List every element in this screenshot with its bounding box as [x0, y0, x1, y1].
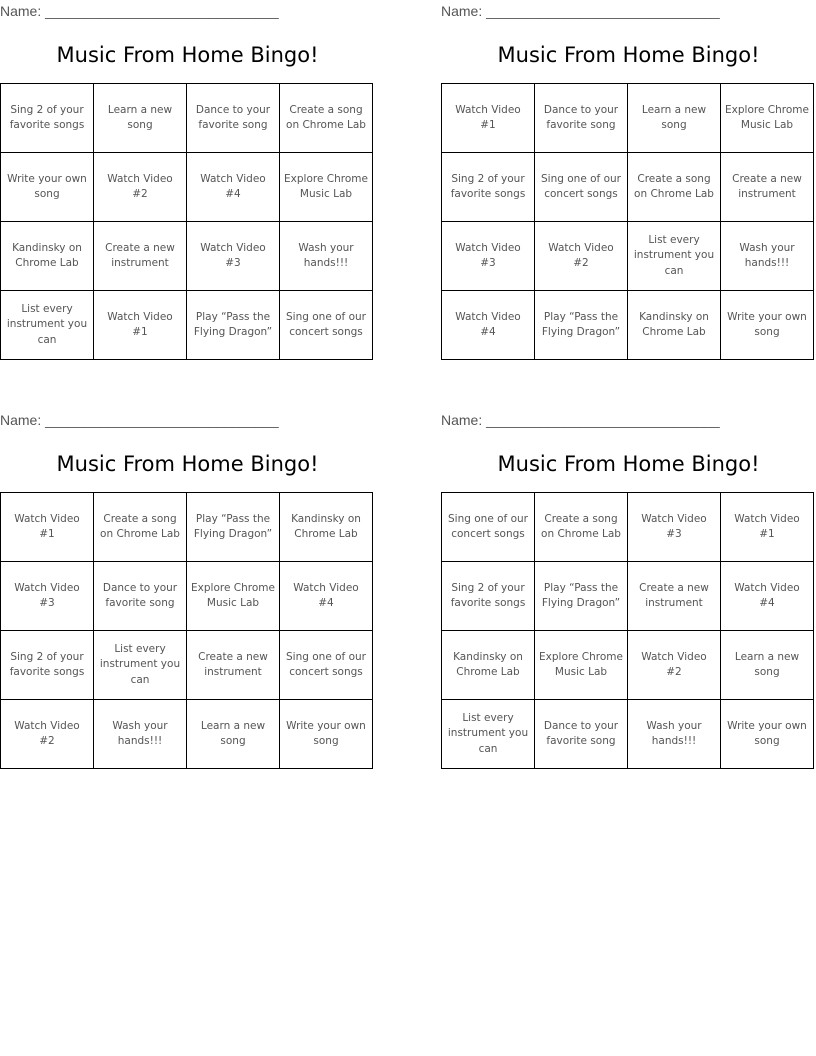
grid-row	[442, 493, 814, 562]
bingo-cell: Watch Video #3	[442, 222, 535, 291]
bingo-cell: List every instrument you can	[1, 291, 94, 360]
bingo-cell: Dance to your favorite song	[94, 562, 187, 631]
bingo-cell: Watch Video #2	[628, 631, 721, 700]
name-field-label: Name: ______________________________	[441, 3, 720, 19]
bingo-cell: Explore Chrome Music Lab	[280, 153, 373, 222]
bingo-card-3	[0, 409, 375, 779]
bingo-cell: Create a new instrument	[94, 222, 187, 291]
grid-row	[1, 153, 373, 222]
bingo-cell: Watch Video #2	[1, 700, 94, 769]
bingo-cell: Watch Video #3	[187, 222, 280, 291]
bingo-cell: Explore Chrome Music Lab	[187, 562, 280, 631]
bingo-cell: Play “Pass the Flying Dragon”	[535, 291, 628, 360]
card-title: Music From Home Bingo!	[56, 43, 319, 67]
name-field-label: Name: ______________________________	[0, 3, 279, 19]
grid-row	[1, 84, 373, 153]
bingo-cell: Watch Video #1	[94, 291, 187, 360]
bingo-cell: Watch Video #1	[1, 493, 94, 562]
name-field-label: Name: ______________________________	[441, 412, 720, 428]
bingo-cell: Play “Pass the Flying Dragon”	[187, 493, 280, 562]
grid-row	[442, 222, 814, 291]
bingo-cell: Sing one of our concert songs	[535, 153, 628, 222]
bingo-cell: Sing 2 of your favorite songs	[442, 562, 535, 631]
grid-row	[442, 291, 814, 360]
bingo-cell: Wash your hands!!!	[94, 700, 187, 769]
bingo-cell: Kandinsky on Chrome Lab	[1, 222, 94, 291]
grid-row	[1, 291, 373, 360]
bingo-cell: Create a new instrument	[628, 562, 721, 631]
bingo-cell: Watch Video #4	[442, 291, 535, 360]
bingo-cell: Play “Pass the Flying Dragon”	[535, 562, 628, 631]
bingo-cell: Dance to your favorite song	[535, 700, 628, 769]
bingo-cell: Write your own song	[1, 153, 94, 222]
bingo-cell: Create a song on Chrome Lab	[535, 493, 628, 562]
bingo-cell: Watch Video #1	[721, 493, 814, 562]
bingo-cell: Dance to your favorite song	[187, 84, 280, 153]
bingo-cell: Kandinsky on Chrome Lab	[280, 493, 373, 562]
bingo-cell: Watch Video #2	[94, 153, 187, 222]
bingo-cell: Dance to your favorite song	[535, 84, 628, 153]
bingo-cell: Explore Chrome Music Lab	[721, 84, 814, 153]
bingo-grid	[441, 492, 814, 769]
bingo-cell: List every instrument you can	[94, 631, 187, 700]
grid-row	[1, 222, 373, 291]
card-title: Music From Home Bingo!	[56, 452, 319, 476]
bingo-cell: Learn a new song	[721, 631, 814, 700]
bingo-card-2	[441, 0, 816, 370]
bingo-cell: Watch Video #4	[721, 562, 814, 631]
card-title: Music From Home Bingo!	[497, 452, 760, 476]
grid-row	[442, 153, 814, 222]
bingo-cell: Wash your hands!!!	[280, 222, 373, 291]
bingo-cell: Learn a new song	[628, 84, 721, 153]
bingo-cell: Watch Video #4	[280, 562, 373, 631]
bingo-cell: List every instrument you can	[442, 700, 535, 769]
bingo-cell: List every instrument you can	[628, 222, 721, 291]
grid-row	[442, 631, 814, 700]
bingo-cell: Play “Pass the Flying Dragon”	[187, 291, 280, 360]
grid-row	[442, 562, 814, 631]
bingo-cell: Learn a new song	[94, 84, 187, 153]
grid-row	[1, 700, 373, 769]
bingo-cell: Sing 2 of your favorite songs	[1, 631, 94, 700]
grid-row	[1, 631, 373, 700]
bingo-grid	[0, 83, 373, 360]
bingo-cell: Kandinsky on Chrome Lab	[628, 291, 721, 360]
bingo-cell: Create a song on Chrome Lab	[628, 153, 721, 222]
bingo-cell: Watch Video #1	[442, 84, 535, 153]
bingo-cell: Create a new instrument	[187, 631, 280, 700]
bingo-cell: Sing one of our concert songs	[442, 493, 535, 562]
bingo-cell: Sing one of our concert songs	[280, 291, 373, 360]
bingo-cell: Watch Video #3	[1, 562, 94, 631]
grid-row	[1, 493, 373, 562]
bingo-cell: Create a new instrument	[721, 153, 814, 222]
grid-row	[442, 84, 814, 153]
bingo-cell: Sing 2 of your favorite songs	[442, 153, 535, 222]
bingo-cell: Watch Video #3	[628, 493, 721, 562]
bingo-cell: Explore Chrome Music Lab	[535, 631, 628, 700]
bingo-cell: Kandinsky on Chrome Lab	[442, 631, 535, 700]
bingo-cell: Sing 2 of your favorite songs	[1, 84, 94, 153]
bingo-card-1	[0, 0, 375, 370]
bingo-cell: Write your own song	[721, 291, 814, 360]
name-field-label: Name: ______________________________	[0, 412, 279, 428]
card-title: Music From Home Bingo!	[497, 43, 760, 67]
bingo-card-4	[441, 409, 816, 779]
bingo-cell: Watch Video #4	[187, 153, 280, 222]
bingo-cell: Learn a new song	[187, 700, 280, 769]
bingo-cell: Create a song on Chrome Lab	[280, 84, 373, 153]
grid-row	[1, 562, 373, 631]
bingo-cell: Wash your hands!!!	[628, 700, 721, 769]
bingo-cell: Write your own song	[280, 700, 373, 769]
bingo-cell: Watch Video #2	[535, 222, 628, 291]
grid-row	[442, 700, 814, 769]
bingo-grid	[441, 83, 814, 360]
bingo-cell: Wash your hands!!!	[721, 222, 814, 291]
bingo-cell: Sing one of our concert songs	[280, 631, 373, 700]
bingo-grid	[0, 492, 373, 769]
bingo-cell: Write your own song	[721, 700, 814, 769]
bingo-cell: Create a song on Chrome Lab	[94, 493, 187, 562]
